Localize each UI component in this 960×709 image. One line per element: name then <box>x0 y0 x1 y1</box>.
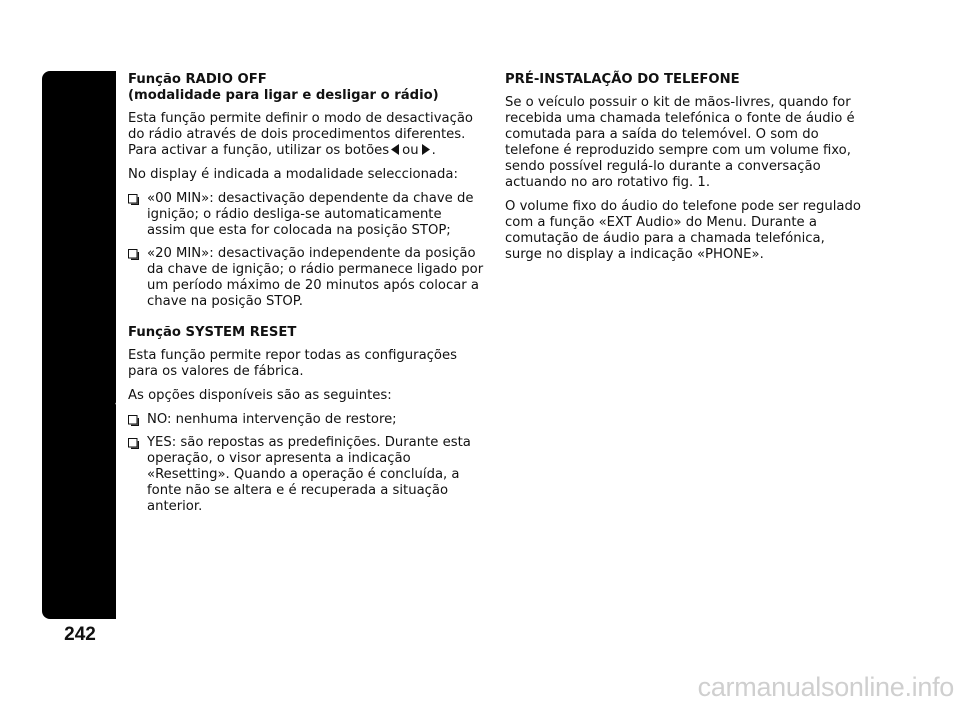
list-item <box>128 191 484 239</box>
phone-paragraph: O volume fixo do áudio do telefone pode ser regulado com a função «EXT Audio» do Menu. Durante a comutação de áudio para a chamada telefónica, surge no display a indicação «PHONE». <box>505 199 861 262</box>
radio-off-heading-line2: (modalidade para ligar e desligar o rádio) <box>128 88 439 103</box>
radio-off-heading <box>128 72 484 104</box>
left-arrow-button-icon <box>391 144 400 155</box>
left-column <box>128 72 484 522</box>
list-item-text: YES: são repostas as predefinições. Durante esta operação, o visor apresenta a indicação «Resetting». Quando a operação é concluída, a fonte não se altera e é recuperada a situação anterior. <box>147 435 471 514</box>
phone-preinstall-heading: PRÉ-INSTALAÇÃO DO TELEFONE <box>505 72 740 87</box>
right-arrow-button-icon <box>421 144 430 155</box>
checkbox-bullet-icon <box>128 415 139 426</box>
radio-off-intro-end: . <box>431 143 436 158</box>
sidebar-tab <box>42 71 128 619</box>
phone-paragraph: Se o veículo possuir o kit de mãos-livres, quando for recebida uma chamada telefónica o fonte de áudio é comutada para a saída do telemóvel. O som do telefone é reproduzido sempre com um volume fixo, sendo possível regulá-lo durante a conversação actuando no aro rotativo fig. 1. <box>505 95 855 190</box>
page-number: 242 <box>64 624 96 645</box>
list-item <box>128 246 484 310</box>
list-item <box>128 412 484 428</box>
checkbox-bullet-icon <box>128 438 139 449</box>
radio-off-intro-or: ou <box>402 143 419 158</box>
system-reset-options-text: As opções disponíveis são as seguintes: <box>128 388 392 403</box>
system-reset-heading: Função SYSTEM RESET <box>128 325 297 340</box>
radio-off-heading-line1: Função RADIO OFF <box>128 72 267 87</box>
list-item-text: NO: nenhuma intervenção de restore; <box>147 412 397 427</box>
radio-off-intro-text: Esta função permite definir o modo de desactivação do rádio através de dois procedimentos diferentes. Para activar a função, utilizar os botões <box>128 111 473 158</box>
list-item-text: «20 MIN»: desactivação independente da posição da chave de ignição; o rádio permanece ligado por um período máximo de 20 minutos após colocar a chave na posição STOP. <box>147 246 484 309</box>
radio-off-display-text: No display é indicada a modalidade seleccionada: <box>128 167 458 182</box>
section-label: AUTO-RÁDIO <box>116 382 128 448</box>
checkbox-bullet-icon <box>128 194 139 205</box>
list-item <box>128 435 484 515</box>
system-reset-intro: Esta função permite repor todas as configurações para os valores de fábrica. <box>128 348 457 379</box>
checkbox-bullet-icon <box>128 249 139 260</box>
list-item-text: «00 MIN»: desactivação dependente da chave de ignição; o rádio desliga-se automaticamente assim que esta for colocada na posição STOP; <box>147 191 474 238</box>
right-column <box>505 72 865 271</box>
radio-off-intro <box>128 111 484 159</box>
watermark: carmanualsonline.info <box>697 672 954 702</box>
